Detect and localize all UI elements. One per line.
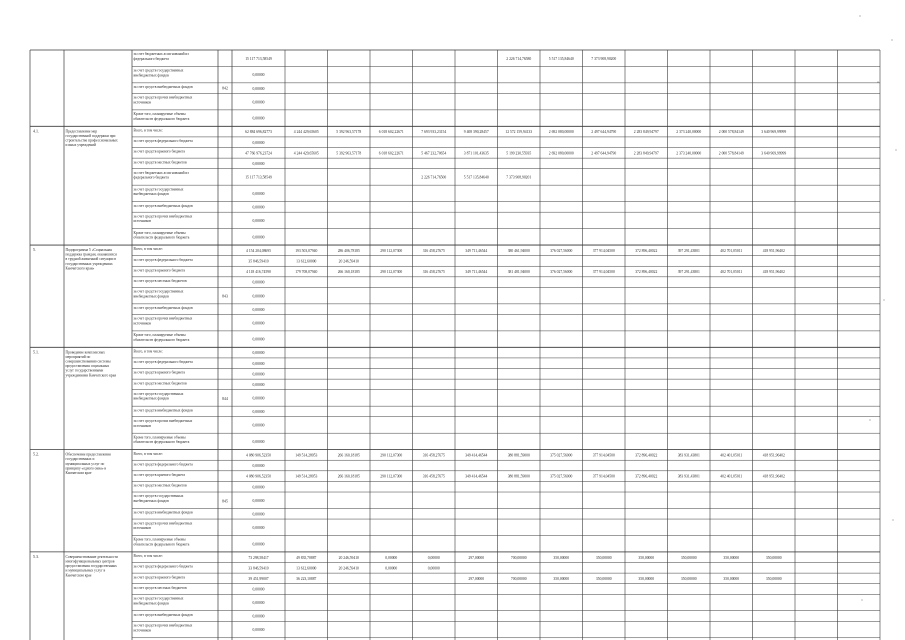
- budget-value: 0,00000: [252, 383, 265, 388]
- source-label: за счет средств прочих внебюджетных: [133, 316, 193, 321]
- budget-value: 0,00000: [252, 498, 265, 503]
- source-label-line2: внебюджетных фондов: [133, 601, 169, 606]
- source-label: за счет средств государственных: [133, 289, 184, 294]
- budget-value: 4 244 429,65605: [293, 130, 319, 135]
- source-label-line2: обязательств федерального бюджета: [133, 337, 190, 342]
- block-name: и иных учреждений: [65, 143, 96, 148]
- budget-value: 402 701,05011: [720, 270, 743, 275]
- budget-value: 377 914,04500: [592, 248, 615, 253]
- budget-value: 316 458,27675: [422, 474, 445, 479]
- budget-value: 350,00000: [680, 577, 697, 582]
- scan-speck: [859, 15, 860, 16]
- budget-value: 316 458,27675: [422, 453, 445, 458]
- budget-value: 0,00000: [252, 361, 265, 366]
- budget-value: 0,00000: [252, 423, 265, 428]
- budget-value: 350,00000: [638, 555, 655, 560]
- budget-value: 2 000 578,84149: [718, 130, 744, 135]
- budget-value: 4 244 429,65605: [293, 151, 319, 156]
- budget-value: 0,00000: [252, 485, 265, 490]
- budget-value: 0,00000: [252, 614, 265, 619]
- budget-value: 0,00000: [252, 372, 265, 377]
- budget-value: 372 896,40022: [635, 474, 658, 479]
- budget-value: 2 283 849,94797: [633, 130, 659, 135]
- budget-value: 4 080 906,52350: [246, 474, 271, 479]
- budget-value: 7 373 908,90200: [591, 56, 617, 61]
- source-label: за счет средств федерального бюджета: [133, 139, 193, 144]
- source-label: за счет средств федерального бюджета: [133, 257, 193, 262]
- budget-value: 0,00000: [252, 542, 265, 547]
- budget-value: 39 451,99007: [248, 577, 269, 582]
- budget-value: 5 199 230,55935: [506, 151, 532, 156]
- budget-value: 15 117 713,58549: [245, 175, 272, 180]
- budget-value: 5 392 963,57178: [336, 130, 362, 135]
- budget-value: 372 896,40022: [635, 453, 658, 458]
- budget-value: 0,00000: [252, 86, 265, 91]
- budget-value: 5 392 963,57178: [336, 151, 362, 156]
- source-label-line2: обязательств федерального бюджета: [133, 440, 190, 445]
- budget-value: 9 408 390,28457: [463, 130, 489, 135]
- scan-speck: [877, 81, 878, 82]
- budget-value: 350,00000: [553, 555, 570, 560]
- budget-value: 3 871 101,43635: [463, 151, 489, 156]
- source-label-line2: внебюджетных фондов: [133, 73, 169, 78]
- budget-value: 286 406,78185: [337, 248, 360, 253]
- block-number: 4.1.: [33, 128, 39, 134]
- source-label: Кроме того, планируемые объемы: [133, 537, 186, 542]
- budget-value: 372 896,40022: [635, 248, 658, 253]
- budget-value: 0,00000: [252, 280, 265, 285]
- block-name: учреждениями Камчатского края: [65, 373, 116, 378]
- budget-value: 350,00000: [680, 555, 697, 560]
- budget-value: 350,00000: [723, 577, 740, 582]
- budget-value: 0,00000: [252, 628, 265, 633]
- budget-value: 700,00000: [510, 555, 527, 560]
- source-label: за счет средств местных бюджетов: [133, 160, 187, 165]
- budget-value: 2 692 080,00000: [548, 151, 574, 156]
- budget-value: 36 223,10887: [296, 577, 317, 582]
- budget-value: 0,00000: [427, 555, 440, 560]
- budget-value: 0,00000: [252, 116, 265, 121]
- budget-value: 402 701,05011: [720, 248, 743, 253]
- budget-value: 377 914,04500: [592, 453, 615, 458]
- block-name: строительстве профессиональных: [65, 138, 118, 143]
- block-name: Обеспечение предоставления: [65, 452, 111, 457]
- block-name: Камчатском крае: [65, 573, 92, 578]
- block-name: государственной поддержки при: [65, 133, 116, 138]
- budget-value: 350,00000: [553, 577, 570, 582]
- source-label: за счет средств прочих внебюджетных: [133, 623, 193, 628]
- budget-value: 2 283 849,94797: [633, 151, 659, 156]
- source-label: за счет бюджетных ассигнований из: [133, 52, 189, 57]
- source-label: за счет средств федерального бюджета: [133, 564, 193, 569]
- source-label: Всего, в том числе:: [133, 247, 163, 252]
- budget-value: 0,00000: [252, 396, 265, 401]
- budget-value: 3 640 969,99999: [761, 130, 787, 135]
- budget-value: 2 692 080,00000: [548, 130, 574, 135]
- budget-value: 0,00000: [385, 555, 398, 560]
- budget-value: 0,00000: [252, 410, 265, 415]
- budget-value: 316 458,27675: [422, 248, 445, 253]
- source-label-line2: внебюджетных фондов: [133, 396, 169, 401]
- budget-value: 290 112,07300: [380, 270, 403, 275]
- block-name: Предоставление мер: [65, 129, 98, 134]
- budget-value: 376 027,56000: [550, 248, 573, 253]
- budget-value: 316 458,27675: [422, 270, 445, 275]
- source-label: за счет средств внебюджетных фондов: [133, 85, 193, 90]
- budget-value: 380 461,94000: [507, 248, 530, 253]
- budget-value: 0,00000: [252, 601, 265, 606]
- budget-value: 15 117 713,58549: [245, 56, 272, 61]
- source-label-line2: внебюджетных фондов: [133, 192, 169, 197]
- block-name: поддержка граждан, оказавшихся: [65, 252, 117, 257]
- source-label: Кроме того, планируемые объемы: [133, 333, 186, 338]
- source-label-line2: внебюджетных фондов: [133, 499, 169, 504]
- budget-value: 297,00000: [468, 577, 485, 582]
- block-name: совершенствованию системы: [65, 359, 111, 364]
- source-label-line2: источников: [133, 526, 151, 531]
- budget-value: 266 160,18185: [337, 453, 360, 458]
- budget-value: 20 246,59410: [338, 555, 359, 560]
- source-label: за счет средств местных бюджетов: [133, 483, 187, 488]
- source-label: Всего, в том числе:: [133, 349, 163, 354]
- budget-value: 4 080 906,52350: [246, 453, 271, 458]
- budget-value: 0,00000: [252, 73, 265, 78]
- block-name: государственных и: [65, 457, 95, 462]
- budget-value: 349 711,46544: [465, 270, 488, 275]
- budget-value: 3 640 969,99999: [761, 151, 787, 156]
- budget-value: 0,00000: [252, 525, 265, 530]
- source-label: за счет средств внебюджетных фондов: [133, 408, 193, 413]
- budget-value: 0,00000: [252, 162, 265, 167]
- source-label: за счет средств краевого бюджета: [133, 575, 186, 580]
- budget-value: 0,00000: [252, 100, 265, 105]
- budget-value: 372 896,40022: [635, 270, 658, 275]
- budget-value: 179 708,07940: [295, 270, 318, 275]
- budget-value: 6 018 602,22671: [378, 130, 404, 135]
- budget-value: 0,00000: [252, 307, 265, 312]
- block-name: в трудной жизненной ситуации в: [65, 257, 116, 262]
- source-label: за счет средств краевого бюджета: [133, 473, 186, 478]
- budget-value: 349 414,46544: [465, 474, 488, 479]
- budget-value: 0,00000: [252, 205, 265, 210]
- budget-value: 350,00000: [638, 577, 655, 582]
- source-label-line2: обязательств федерального бюджета: [133, 235, 190, 240]
- budget-value: 0,00000: [427, 566, 440, 571]
- budget-value: 2 497 644,94790: [591, 130, 617, 135]
- scan-speck: [891, 39, 892, 40]
- budget-value: 700,00000: [510, 577, 527, 582]
- budget-value: 2 226 714,76500: [421, 175, 447, 180]
- budget-value: 350,00000: [723, 555, 740, 560]
- budget-value: 350,00000: [765, 555, 782, 560]
- budget-value: 20 246,59410: [338, 259, 359, 264]
- source-label: за счет средств внебюджетных фондов: [133, 306, 193, 311]
- budget-value: 266 160,18185: [337, 474, 360, 479]
- budget-value: 350,00000: [595, 555, 612, 560]
- source-label: Кроме того, планируемые объемы: [133, 435, 186, 440]
- budget-value: 402 401,05011: [720, 474, 743, 479]
- block-number: 5.: [33, 247, 36, 253]
- block-name: Совершенствование деятельности: [65, 554, 118, 559]
- source-label-line2: обязательств федерального бюджета: [133, 542, 190, 547]
- source-label: за счет средств внебюджетных фондов: [133, 203, 193, 208]
- block-name: принципу «одного окна» в: [65, 466, 107, 471]
- source-label: за счет средств внебюджетных фондов: [133, 510, 193, 515]
- block-code: 843: [222, 294, 228, 299]
- block-name: Подпрограмма 5 «Социальная: [65, 248, 112, 253]
- source-label-line2: источников: [133, 219, 151, 224]
- block-number: 5.2.: [33, 451, 39, 457]
- source-label-line2: источников: [133, 628, 151, 633]
- source-label-line2: внебюджетных фондов: [133, 294, 169, 299]
- budget-value: 2 497 644,94790: [591, 151, 617, 156]
- budget-value: 0,00000: [252, 440, 265, 445]
- source-label-line2: обязательств федерального бюджета: [133, 116, 190, 121]
- source-label: Всего, в том числе:: [133, 554, 163, 559]
- block-name: муниципальных услуг по: [65, 461, 105, 466]
- scan-speck: [861, 599, 862, 600]
- source-label: Кроме того, планируемые объемы: [133, 230, 186, 235]
- budget-value: 0,00000: [252, 512, 265, 517]
- budget-value: 49 835,70887: [296, 555, 317, 560]
- budget-value: 2 373 240,00000: [676, 151, 702, 156]
- budget-value: 0,00000: [252, 140, 265, 145]
- budget-value: 376 027,56000: [550, 270, 573, 275]
- budget-value: 0,00000: [252, 294, 265, 299]
- block-name: предоставления государственных: [65, 564, 117, 569]
- budget-value: 7 373 908,90201: [506, 175, 532, 180]
- scan-speck: [895, 149, 896, 150]
- budget-value: 377 914,04500: [592, 474, 615, 479]
- scan-speck: [869, 419, 870, 420]
- budget-value: 6 018 602,22671: [378, 151, 404, 156]
- budget-value: 397 291,43801: [677, 270, 700, 275]
- source-label: за счет средств краевого бюджета: [133, 370, 186, 375]
- budget-value: 13 612,60000: [296, 566, 317, 571]
- budget-value: 418 951,96402: [762, 453, 785, 458]
- source-label: за счет средств прочих внебюджетных: [133, 214, 193, 219]
- budget-value: 4 154 204,08695: [246, 248, 271, 253]
- source-label: за счет средств государственных: [133, 187, 184, 192]
- budget-value: 402 401,05011: [720, 453, 743, 458]
- budget-value: 0,00000: [252, 321, 265, 326]
- budget-value: 380 881,59000: [507, 453, 530, 458]
- scan-speck: [892, 519, 893, 520]
- budget-value: 2 000 578,84149: [718, 151, 744, 156]
- block-number: 5.3.: [33, 553, 39, 559]
- source-label: за счет средств краевого бюджета: [133, 268, 186, 273]
- budget-value: 381 481,94000: [507, 270, 530, 275]
- budget-value: 349 414,46544: [465, 453, 488, 458]
- budget-value: 33 846,59410: [248, 566, 269, 571]
- budget-value: 73 298,58417: [248, 555, 269, 560]
- budget-value: 349 711,46544: [465, 248, 488, 253]
- source-label: за счет средств федерального бюджета: [133, 360, 193, 365]
- budget-value: 418 951,96402: [762, 270, 785, 275]
- budget-value: 0,00000: [252, 351, 265, 356]
- block-name: мероприятий по: [65, 354, 91, 359]
- block-code: 842: [222, 86, 228, 91]
- budget-value: 375 027,56000: [550, 453, 573, 458]
- block-name: многофункциональных центров: [65, 559, 115, 564]
- budget-value: 0,00000: [252, 218, 265, 223]
- source-label: за счет средств государственных: [133, 596, 184, 601]
- budget-value: 0,00000: [385, 566, 398, 571]
- source-label-line2: федерального бюджета: [133, 57, 169, 61]
- block-name: предоставления социальных: [65, 364, 110, 369]
- source-label: за счет средств прочих внебюджетных: [133, 95, 193, 100]
- block-name: услуг государственными: [65, 368, 104, 373]
- budget-value: 350,00000: [595, 577, 612, 582]
- source-label: за счет средств государственных: [133, 68, 184, 73]
- budget-value: 12 572 159,94133: [505, 130, 533, 135]
- budget-value: 47 766 976,23724: [245, 151, 272, 156]
- budget-value: 62 884 696,82773: [245, 130, 272, 135]
- block-name: Камчатском крае: [65, 471, 92, 476]
- block-number: 5.1.: [33, 349, 39, 355]
- budget-value: 4 118 416,74590: [246, 270, 271, 275]
- source-label: за счет средств прочих внебюджетных: [133, 521, 193, 526]
- budget-value: 7 693 933,23154: [421, 130, 447, 135]
- budget-value: 2 373 240,00000: [676, 130, 702, 135]
- budget-value: 397 291,43801: [677, 248, 700, 253]
- budget-value: 35 846,59410: [248, 259, 269, 264]
- source-label: Всего, в том числе:: [133, 451, 163, 456]
- budget-value: 0,00000: [252, 191, 265, 196]
- source-label: за счет бюджетных ассигнований из: [133, 170, 189, 175]
- budget-value: 13 612,60000: [296, 259, 317, 264]
- block-code: 844: [222, 396, 228, 401]
- scan-speck: [883, 299, 884, 300]
- source-label-line2: федерального бюджета: [133, 175, 169, 180]
- budget-value: 5 517 135,84640: [548, 56, 574, 61]
- budget-value: 418 951,96402: [762, 248, 785, 253]
- block-name: государственных учреждениях: [65, 261, 113, 266]
- budget-value: 193 503,07940: [295, 248, 318, 253]
- source-label: за счет средств федерального бюджета: [133, 462, 193, 467]
- budget-value: 149 514,28053: [295, 453, 318, 458]
- budget-value: 266 160,18185: [337, 270, 360, 275]
- source-label: за счет средств местных бюджетов: [133, 279, 187, 284]
- source-label: за счет средств внебюджетных фондов: [133, 612, 193, 617]
- budget-value: 290 112,07300: [380, 248, 403, 253]
- budget-value: 380 881,59000: [507, 474, 530, 479]
- budget-value: 375 027,56000: [550, 474, 573, 479]
- source-label-line2: источников: [133, 100, 151, 105]
- block-name: Проведение комплексных: [65, 350, 105, 355]
- budget-value: 290 112,07300: [380, 474, 403, 479]
- source-label-line2: источников: [133, 423, 151, 428]
- source-label: Кроме того, планируемые объемы: [133, 112, 186, 117]
- source-label: Всего, в том числе:: [133, 128, 163, 133]
- budget-value: 383 931,43801: [677, 453, 700, 458]
- budget-value: 2 226 714,76580: [506, 56, 532, 61]
- budget-value: 383 931,43801: [677, 474, 700, 479]
- source-label: за счет средств местных бюджетов: [133, 381, 187, 386]
- budget-value: 149 514,28053: [295, 474, 318, 479]
- budget-value: 5 517 135,84640: [463, 175, 489, 180]
- budget-value: 377 914,04500: [592, 270, 615, 275]
- budget-value: 0,00000: [252, 464, 265, 469]
- source-label: за счет средств государственных: [133, 494, 184, 499]
- source-label: за счет средств прочих внебюджетных: [133, 418, 193, 423]
- source-label: за счет средств краевого бюджета: [133, 149, 186, 154]
- budget-value: 0,00000: [252, 337, 265, 342]
- budget-value: 20 246,59410: [338, 566, 359, 571]
- budget-value: 290 112,07300: [380, 453, 403, 458]
- budget-value: 0,00000: [252, 587, 265, 592]
- budget-value: 5 467 232,70654: [421, 151, 447, 156]
- block-name: и муниципальных услуг в: [65, 568, 106, 573]
- source-label: за счет средств государственных: [133, 391, 184, 396]
- block-name: Камчатского края»: [65, 266, 95, 271]
- source-label-line2: источников: [133, 321, 151, 326]
- budget-value: 0,00000: [252, 235, 265, 240]
- source-label: за счет средств местных бюджетов: [133, 585, 187, 590]
- budget-value: 297,00000: [468, 555, 485, 560]
- budget-value: 418 951,96402: [762, 474, 785, 479]
- budget-value: 350,00000: [765, 577, 782, 582]
- block-code: 845: [222, 499, 228, 504]
